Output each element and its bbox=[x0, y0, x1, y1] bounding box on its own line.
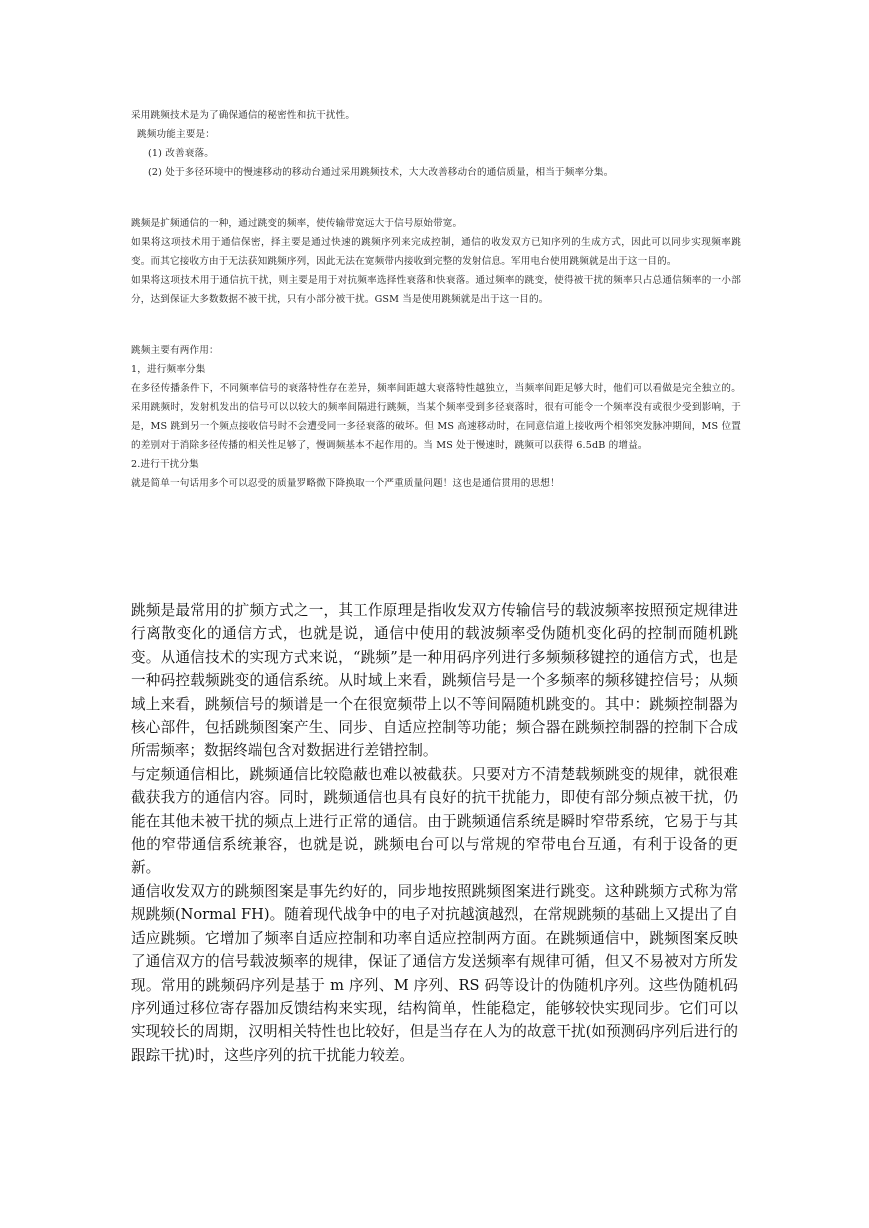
intro-line: 采用跳频技术是为了确保通信的秘密性和抗干扰性。 bbox=[131, 110, 356, 121]
functions-heading: 跳频功能主要是： bbox=[137, 129, 215, 140]
spacer bbox=[131, 309, 741, 328]
spacer bbox=[131, 201, 741, 214]
main-paragraph: 跳频是最常用的扩频方式之一，其工作原理是指收发双方传输信号的载波频率按照预定规律进行离散变化的通信方式，也就是说，通信中使用的载波频率受伪随机变化码的控制而随机跳变。从通信技术的实现方式来说，“跳频”是一种用码序列进行多频频移键控的通信方式，也是一种码控载频跳变的通信系统。从时域上来看，跳频信号是一个多频率的频移键控信号；从频域上来看，跳频信号的频谱是一个在很宽频带上以不等间隔随机跳变的。其中：跳频控制器为核心部件，包括跳频图案产生、同步、自适应控制等功能；频合器在跳频控制器的控制下合成所需频率；数据终端包含对数据进行差错控制。 bbox=[131, 602, 738, 760]
role-item-body: 就是简单一句话用多个可以忍受的质量罗略微下降换取一个严重质量问题！这也是通信贯用的思想！ bbox=[131, 478, 560, 489]
spacer bbox=[131, 328, 741, 341]
secrecy-paragraph: 如果将这项技术用于通信保密，择主要是通过快速的跳频序列来完成控制，通信的收发双方已知序列的生成方式，因此可以同步实现频率跳变。而其它接收方由于无法获知跳频序列，因此无法在宽频带内接收到完整的发射信息。军用电台使用跳频就是出于这一目的。 bbox=[131, 237, 741, 267]
definition-line: 跳频是扩频通信的一种，通过跳变的频率，使传输带宽远大于信号原始带宽。 bbox=[131, 218, 463, 229]
role-item-title: 2.进行干扰分集 bbox=[131, 459, 199, 470]
spacer bbox=[131, 182, 741, 201]
main-text-section bbox=[131, 599, 738, 1067]
function-item: (1) 改善衰落。 bbox=[148, 148, 214, 159]
role-item-title: 1，进行频率分集 bbox=[131, 364, 206, 375]
role-item-body: 在多径传播条件下，不同频率信号的衰落特性存在差异，频率间距越大衰落特性越独立，当频率间距足够大时，他们可以看做是完全独立的。采用跳频时，发射机发出的信号可以以较大的频率间隔进行跳频，当某个频率受到多径衰落时，很有可能令一个频率没有或很少受到影响，于是，MS 跳到另一个频点接收信号时不会遭受同一多径衰落的破坏。但 MS 高速移动时，在同意信道上接收两个相邻突发脉冲期间，MS 位置的差别对于消除多径传播的相关性足够了，慢调频基本不起作用的。当 MS 处于慢速时，跳频可以获得 6.5dB 的增益。 bbox=[131, 383, 741, 451]
antijam-paragraph: 如果将这项技术用于通信抗干扰，则主要是用于对抗频率选择性衰落和快衰落。通过频率的跳变，使得被干扰的频率只占总通信频率的一小部分，达到保证大多数数据不被干扰，只有小部分被干扰。GSM 当是使用跳频就是出于这一目的。 bbox=[131, 275, 741, 305]
small-text-section bbox=[131, 106, 741, 493]
main-paragraph: 通信收发双方的跳频图案是事先约好的，同步地按照跳频图案进行跳变。这种跳频方式称为常规跳频(Normal FH)。随着现代战争中的电子对抗越演越烈，在常规跳频的基础上又提出了自适应跳频。它增加了频率自适应控制和功率自适应控制两方面。在跳频通信中，跳频图案反映了通信双方的信号载波频率的规律，保证了通信方发送频率有规律可循，但又不易被对方所发现。常用的跳频码序列是基于 m 序列、M 序列、RS 码等设计的伪随机序列。这些伪随机码序列通过移位寄存器加反馈结构来实现，结构简单，性能稳定，能够较快实现同步。它们可以实现较长的周期，汉明相关特性也比较好，但是当存在人为的故意干扰(如预测码序列后进行的跟踪干扰)时，这些序列的抗干扰能力较差。 bbox=[131, 882, 738, 1064]
function-item: (2) 处于多径环境中的慢速移动的移动台通过采用跳频技术，大大改善移动台的通信质量，相当于频率分集。 bbox=[148, 167, 614, 178]
main-paragraph: 与定频通信相比，跳频通信比较隐蔽也难以被截获。只要对方不清楚载频跳变的规律，就很难截获我方的通信内容。同时，跳频通信也具有良好的抗干扰能力，即使有部分频点被干扰，仍能在其他未被干扰的频点上进行正常的通信。由于跳频通信系统是瞬时窄带系统，它易于与其他的窄带通信系统兼容，也就是说，跳频电台可以与常规的窄带电台互通，有利于设备的更新。 bbox=[131, 765, 738, 877]
roles-heading: 跳频主要有两作用： bbox=[131, 345, 219, 356]
